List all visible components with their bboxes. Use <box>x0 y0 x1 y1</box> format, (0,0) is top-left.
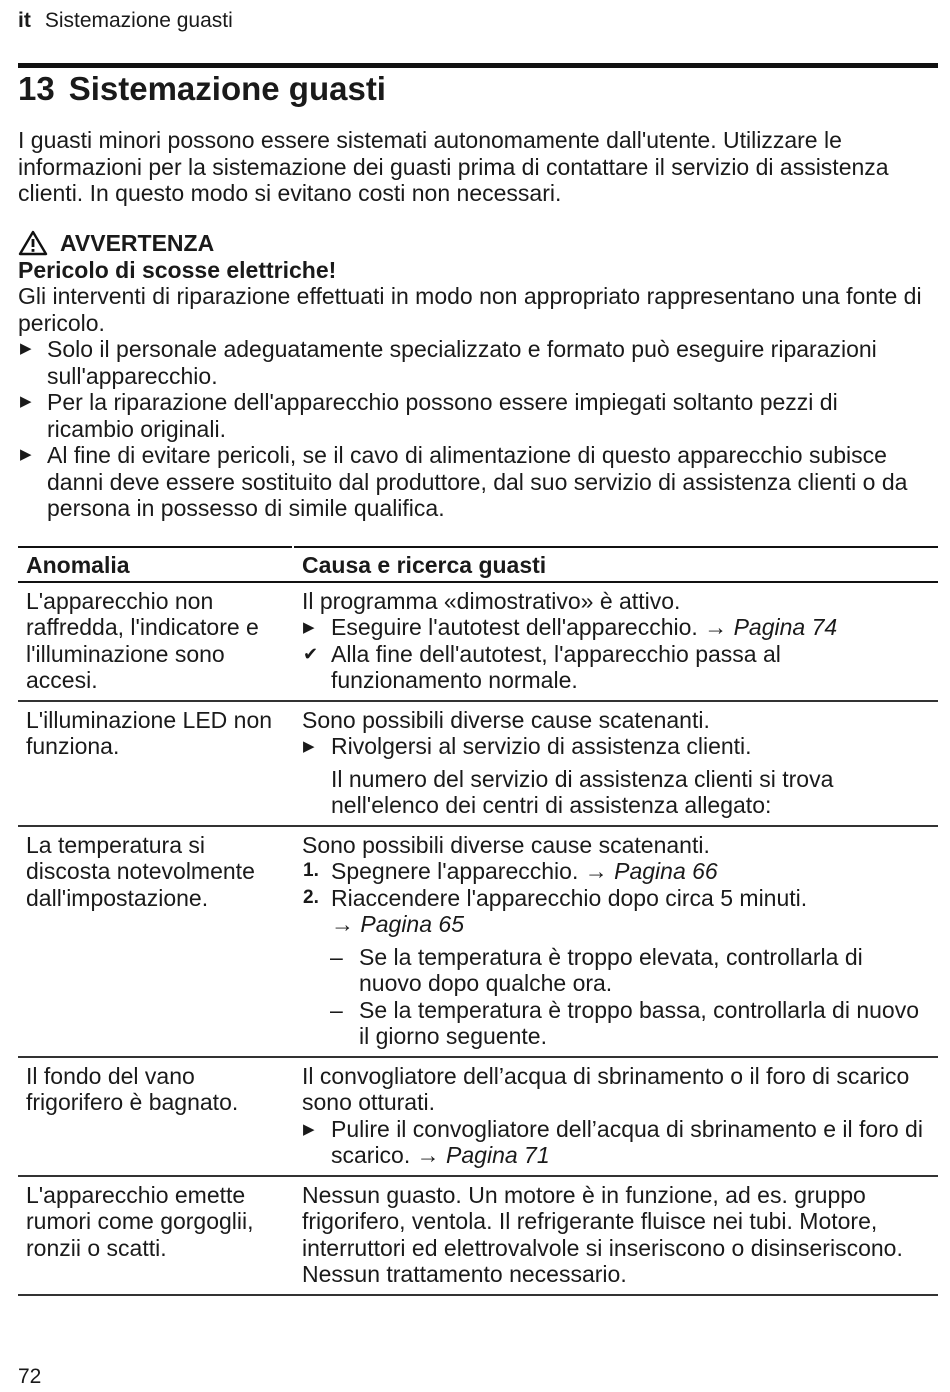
numbered-step: 2. Riaccendere l'apparecchio dopo circa 5 minuti. → Pagina 65 <box>303 884 808 937</box>
check-icon: ✔ <box>303 643 319 664</box>
intro-paragraph: I guasti minori possono essere sistemati autonomamente dall'utente. Utilizzare le informazioni per la sistemazione dei guasti prima di contattare il servizio di assistenza clienti. In questo modo si evitano costi non necessari. <box>18 127 889 206</box>
page-header <box>18 9 233 33</box>
cause-text: Il programma «dimostrativo» è attivo. <box>302 587 681 614</box>
sub-step: – Se la temperatura è troppo bassa, controllarla di nuovo il giorno seguente. <box>330 996 919 1049</box>
step-number: 2. <box>303 886 319 908</box>
page-reference[interactable]: → Pagina 71 <box>416 1142 550 1168</box>
chapter-number: 13 <box>18 70 55 107</box>
cause-text: Sono possibili diverse cause scatenanti. <box>302 706 710 733</box>
warning-triangle-icon <box>18 230 48 256</box>
chapter-title: Sistemazione guasti <box>68 70 386 107</box>
warning-heading <box>18 230 926 257</box>
action-step: ▶ Eseguire l'autotest dell'apparecchio. → Pagina 74 <box>303 614 838 640</box>
page-reference[interactable]: → Pagina 66 <box>584 858 718 884</box>
warning-bullet: ▶ Al fine di evitare pericoli, se il cavo di alimentazione di questo apparecchio subisce danni deve essere sostituito dal produttore, dal suo servizio di assistenza clienti o da persona in possesso di simile qualifica. <box>20 442 908 521</box>
note-text: Il numero del servizio di assistenza clienti si trova nell'elenco dei centri di assistenza allegato: <box>331 765 834 818</box>
table-row <box>18 1057 938 1176</box>
table-row <box>18 701 938 826</box>
arrow-icon: → <box>704 614 728 640</box>
column-header-anomaly: Anomalia <box>18 547 293 582</box>
cause-cell <box>293 582 938 701</box>
troubleshooting-table <box>18 546 938 1296</box>
bullet-triangle-icon: ▶ <box>303 619 315 636</box>
dash-marker: – <box>330 996 343 1023</box>
arrow-icon: → <box>331 911 354 937</box>
page-reference[interactable]: → Pagina 65 <box>331 911 464 937</box>
dash-marker: – <box>330 943 343 970</box>
warning-subheading: Pericolo di scosse elettriche! <box>18 256 337 283</box>
anomaly-cell: L'apparecchio non raffredda, l'indicatore e l'illuminazione sono accesi. <box>18 582 293 701</box>
result-step: ✔ Alla fine dell'autotest, l'apparecchio passa al funzionamento normale. <box>303 640 781 693</box>
action-text: Nessun trattamento necessario. <box>302 1261 627 1287</box>
warning-bullet: ▶ Per la riparazione dell'apparecchio possono essere impiegati soltanto pezzi di ricambio originali. <box>20 389 838 442</box>
cause-cell <box>293 826 938 1057</box>
table-row <box>18 1176 938 1295</box>
cause-cell <box>293 1176 938 1295</box>
action-step: ▶ Rivolgersi al servizio di assistenza clienti. <box>303 733 752 759</box>
bullet-triangle-icon: ▶ <box>303 1120 315 1138</box>
page-title <box>18 70 386 108</box>
cause-cell <box>293 1057 938 1176</box>
warning-bullet: ▶ Solo il personale adeguatamente specializzato e formato può eseguire riparazioni sull'apparecchio. <box>20 336 877 389</box>
table-header-row <box>18 547 938 582</box>
header-rule <box>18 63 938 68</box>
warning-box <box>18 230 926 522</box>
anomaly-cell: La temperatura si discosta notevolmente dall'impostazione. <box>18 826 293 1057</box>
anomaly-cell: Il fondo del vano frigorifero è bagnato. <box>18 1057 293 1176</box>
warning-text: Gli interventi di riparazione effettuati in modo non appropriato rappresentano una fonte di pericolo. <box>18 283 922 336</box>
bullet-triangle-icon: ▶ <box>20 393 32 410</box>
table-row <box>18 582 938 701</box>
anomaly-cell: L'illuminazione LED non funziona. <box>18 701 293 826</box>
table-row <box>18 826 938 1057</box>
column-header-cause: Causa e ricerca guasti <box>293 547 938 582</box>
bullet-triangle-icon: ▶ <box>303 738 315 755</box>
cause-text: Il convogliatore dell’acqua di sbrinamento o il foro di scarico sono otturati. <box>302 1062 910 1115</box>
cause-text: Nessun guasto. Un motore è in funzione, ad es. gruppo frigorifero, ventola. Il refrigerante fluisce nei tubi. Motore, interruttori ed elettrovalvole si inseriscono o disinseriscono. <box>302 1181 903 1261</box>
page-reference[interactable]: → Pagina 74 <box>704 614 838 640</box>
warning-title: AVVERTENZA <box>60 230 215 256</box>
anomaly-cell: L'apparecchio emette rumori come gorgoglii, ronzii o scatti. <box>18 1176 293 1295</box>
cause-text: Sono possibili diverse cause scatenanti. <box>302 831 710 858</box>
page-number: 72 <box>18 1365 42 1388</box>
arrow-icon: → <box>584 858 608 884</box>
header-section: Sistemazione guasti <box>44 9 233 32</box>
step-number: 1. <box>303 860 319 881</box>
bullet-triangle-icon: ▶ <box>20 446 32 463</box>
bullet-triangle-icon: ▶ <box>20 340 32 357</box>
numbered-step: 1. Spegnere l'apparecchio. → Pagina 66 <box>303 858 718 884</box>
language-code: it <box>18 9 31 32</box>
cause-cell <box>293 701 938 826</box>
sub-step: – Se la temperatura è troppo elevata, controllarla di nuovo dopo qualche ora. <box>330 943 863 996</box>
action-step: ▶ Pulire il convogliatore dell’acqua di sbrinamento e il foro di scarico. → Pagina 71 <box>303 1115 923 1168</box>
arrow-icon: → <box>416 1142 440 1168</box>
